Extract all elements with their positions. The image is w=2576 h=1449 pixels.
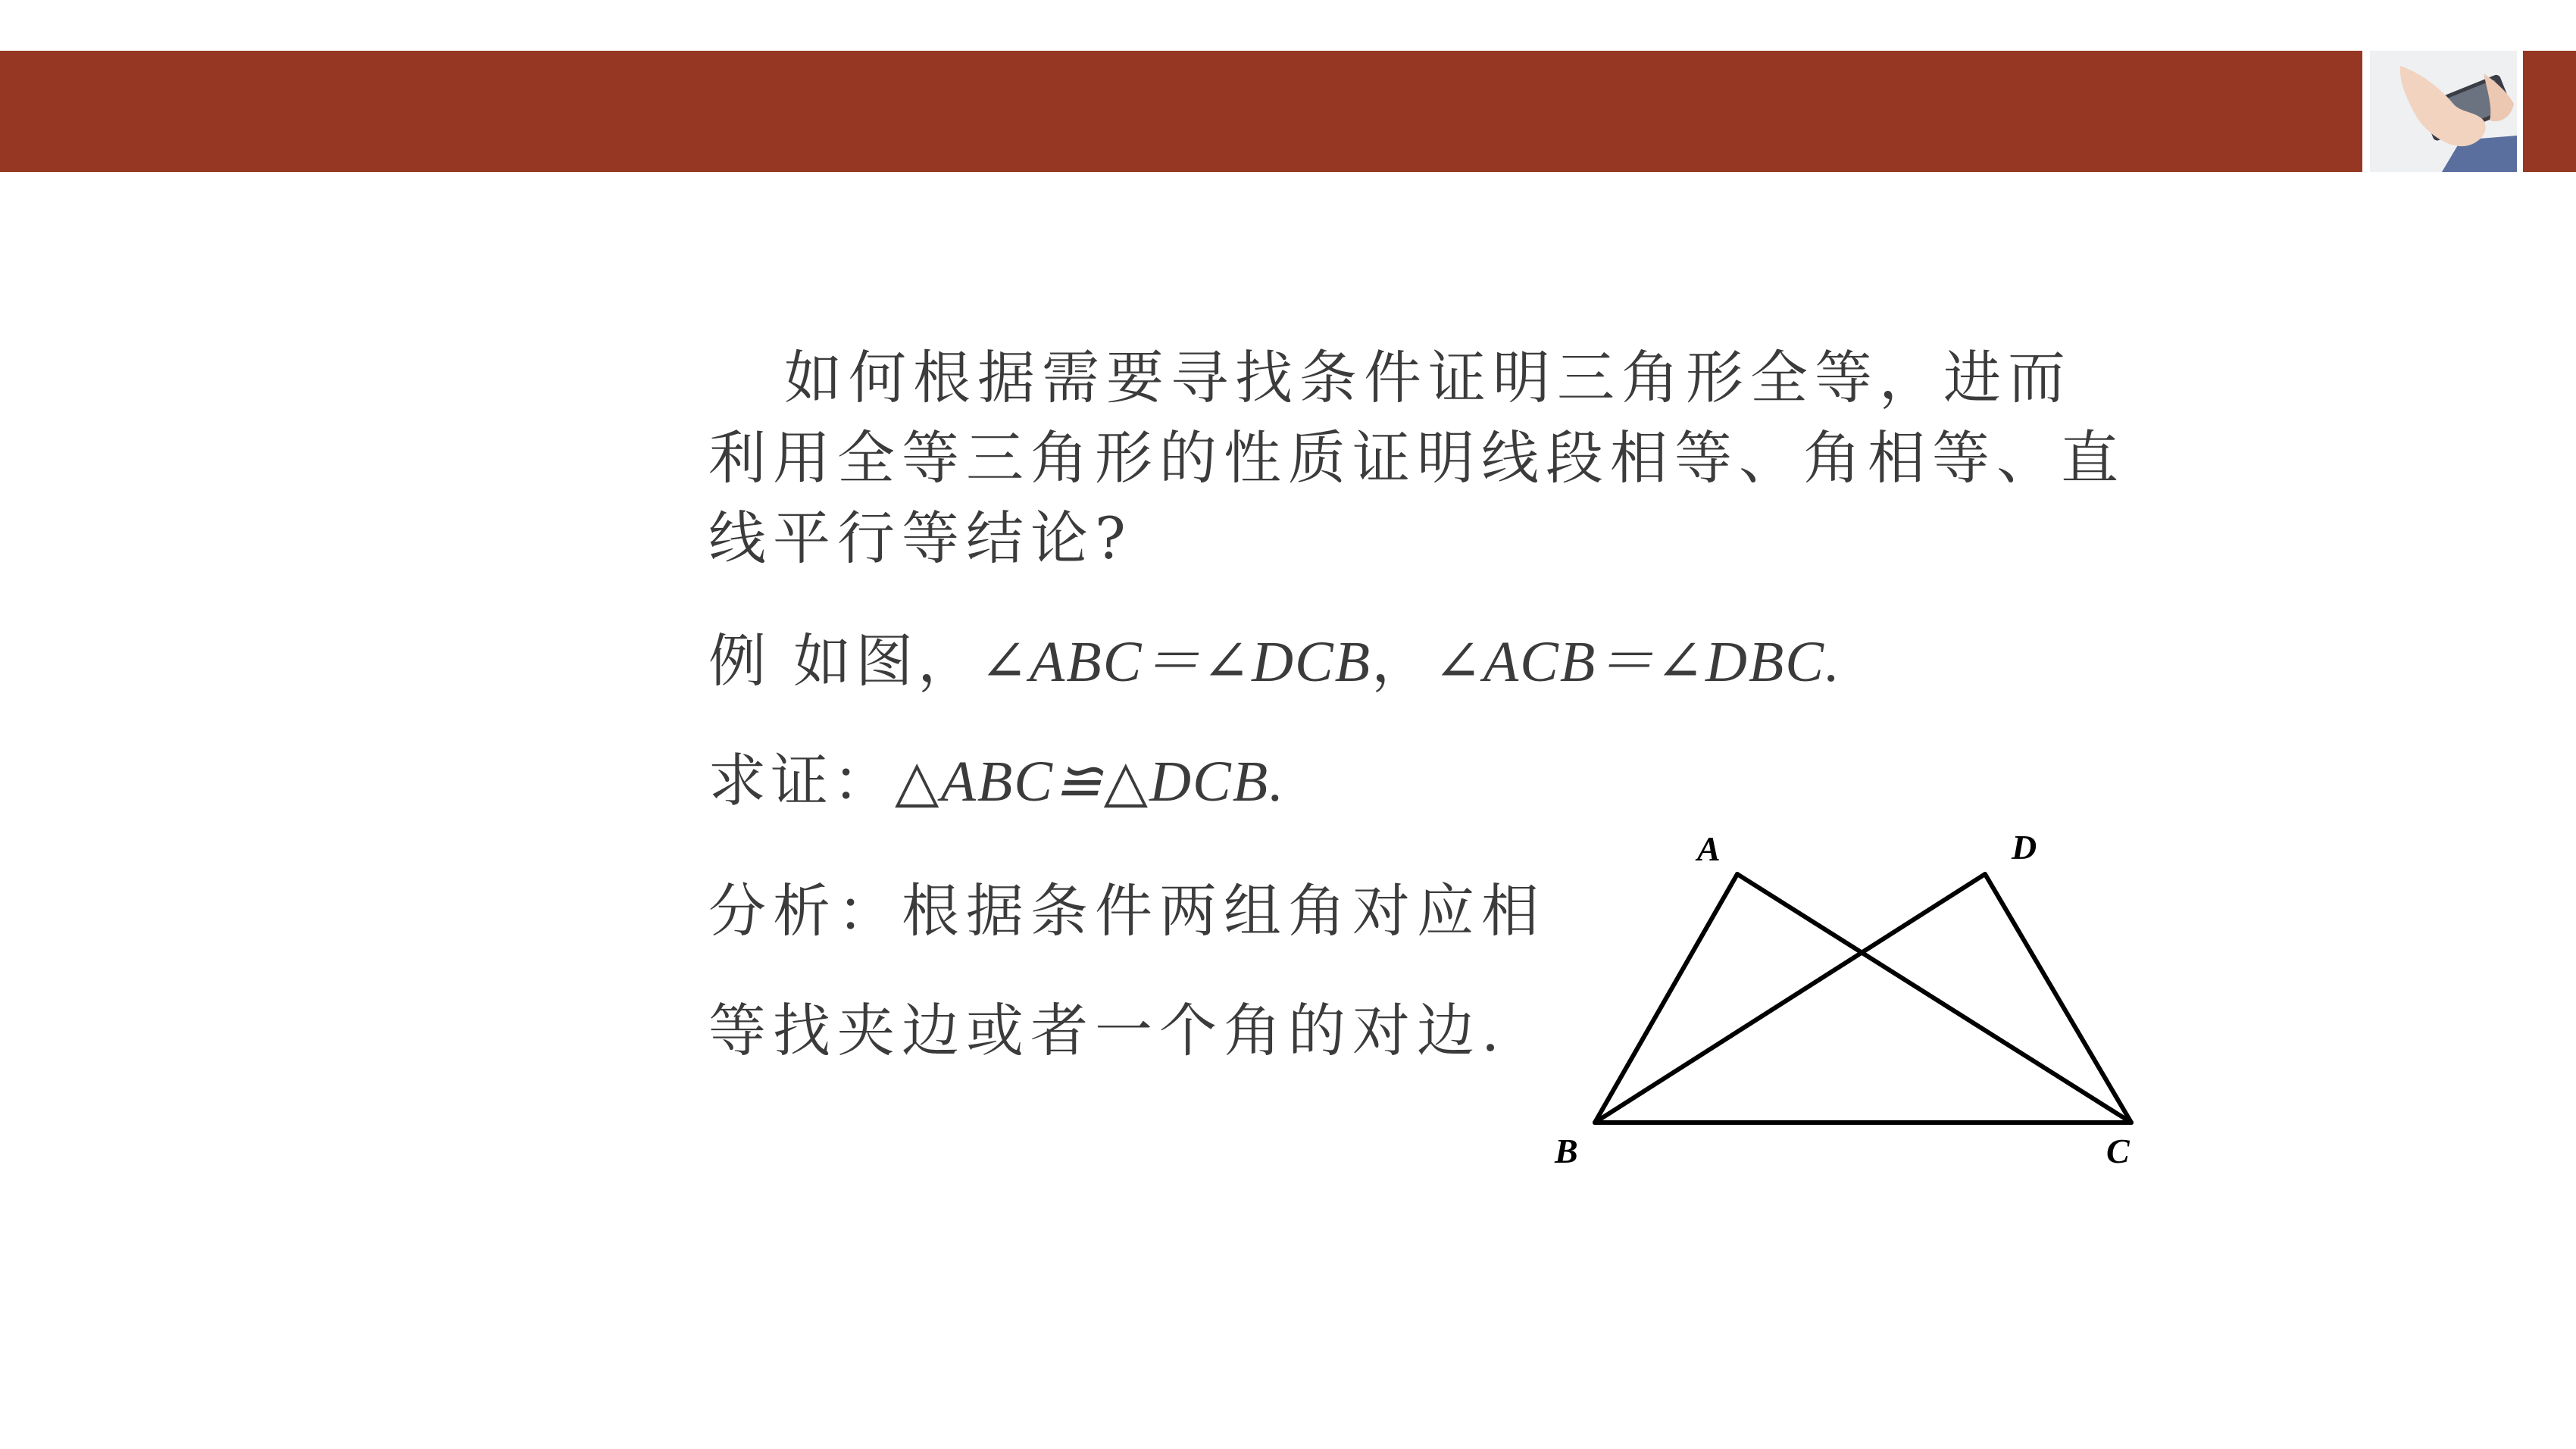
header-band-right — [2523, 51, 2576, 172]
segment-ac — [1737, 874, 2131, 1123]
example-condition-2: ∠ACB＝∠DBC — [1433, 630, 1825, 694]
analysis-line-2: 等找夹边或者一个角的对边. — [708, 997, 1507, 1064]
triangle-figure — [1538, 826, 2174, 1189]
prove-statement: △ABC≌△DCB — [895, 750, 1270, 814]
hand-phone-photo-icon — [2370, 51, 2517, 172]
intro-paragraph: 如何根据需要寻找条件证明三角形全等，进而利用全等三角形的性质证明线段相等、角相等、直线平行等结论? — [708, 344, 2125, 572]
example-line — [708, 615, 1841, 698]
vertex-label-d: D — [2012, 828, 2037, 867]
header-band-left — [0, 51, 2362, 172]
prove-end: . — [1269, 750, 1286, 814]
vertex-label-c: C — [2106, 1132, 2130, 1170]
vertex-label-b: B — [1555, 1132, 1578, 1170]
example-separator: ， — [1371, 627, 1434, 695]
segment-db — [1595, 874, 1985, 1123]
example-end: . — [1824, 630, 1841, 694]
example-prefix: 例 如图， — [708, 627, 980, 695]
example-condition-1: ∠ABC＝∠DCB — [980, 630, 1372, 694]
intro-text-block — [708, 338, 2133, 579]
analysis-line-1: 分析：根据条件两组角对应相 — [708, 877, 1546, 945]
vertex-label-a: A — [1697, 829, 1721, 868]
prove-prefix: 求证： — [708, 747, 895, 814]
prove-line — [708, 735, 1285, 817]
segment-ab — [1595, 874, 1737, 1123]
segment-dc — [1985, 874, 2131, 1123]
